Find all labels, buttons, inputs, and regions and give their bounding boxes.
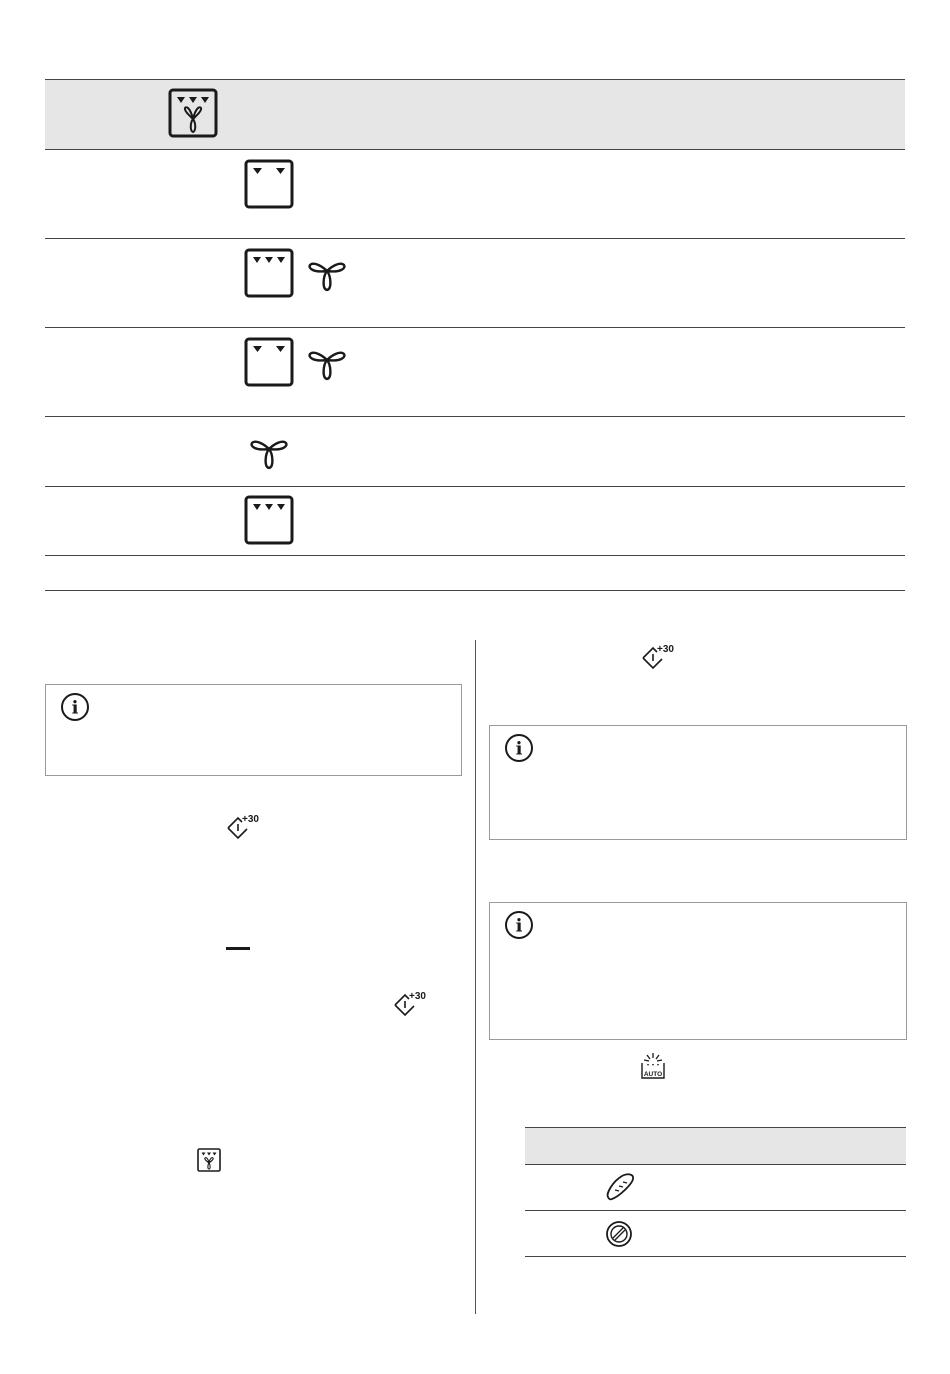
- bread-icon: [604, 1172, 636, 1202]
- auto-label: AUTO: [643, 1071, 663, 1078]
- table-row: [45, 327, 905, 417]
- plus-30-label: +30: [242, 814, 259, 825]
- plus-30-label: +30: [409, 991, 426, 1002]
- table-bottom-rule: [525, 1256, 906, 1257]
- table-bottom-rule: [45, 590, 905, 591]
- info-glyph: i: [515, 915, 523, 937]
- info-note: [45, 684, 462, 776]
- programmes-table: [525, 1127, 906, 1257]
- table-header: [45, 79, 905, 150]
- info-glyph: i: [515, 738, 523, 760]
- top-bottom-heat-icon: [244, 159, 294, 209]
- info-note: [489, 725, 907, 840]
- auto-light-icon: [639, 1052, 667, 1080]
- table-row: [525, 1164, 906, 1211]
- clock-plus-30-icon: [641, 643, 677, 671]
- grill-heat-icon: [244, 248, 294, 298]
- fan-cook-with-top-heat-icon: [197, 1148, 221, 1172]
- clock-plus-30-icon: [226, 813, 262, 841]
- plus-30-label: +30: [657, 644, 674, 655]
- clock-plus-30-icon: [393, 990, 429, 1018]
- fan-icon: [247, 430, 291, 472]
- info-icon: [60, 692, 90, 722]
- info-icon: [504, 733, 534, 763]
- table-header: [525, 1127, 906, 1165]
- table-row: [45, 238, 905, 328]
- grill-heat-icon: [244, 495, 294, 545]
- table-row: [525, 1210, 906, 1257]
- minus-icon: [226, 947, 250, 950]
- table-row: [45, 416, 905, 487]
- info-note: [489, 902, 907, 1040]
- column-divider: [475, 640, 476, 1314]
- pizza-icon: [604, 1219, 634, 1249]
- table-row: [45, 149, 905, 239]
- fan-icon: [305, 252, 349, 294]
- info-icon: [504, 910, 534, 940]
- info-glyph: i: [71, 697, 79, 719]
- fan-cook-with-top-heat-icon: [168, 88, 218, 138]
- fan-icon: [305, 341, 349, 383]
- top-bottom-heat-icon: [244, 337, 294, 387]
- table-row: [45, 486, 905, 556]
- table-row: [45, 555, 905, 591]
- functions-table: [45, 79, 905, 591]
